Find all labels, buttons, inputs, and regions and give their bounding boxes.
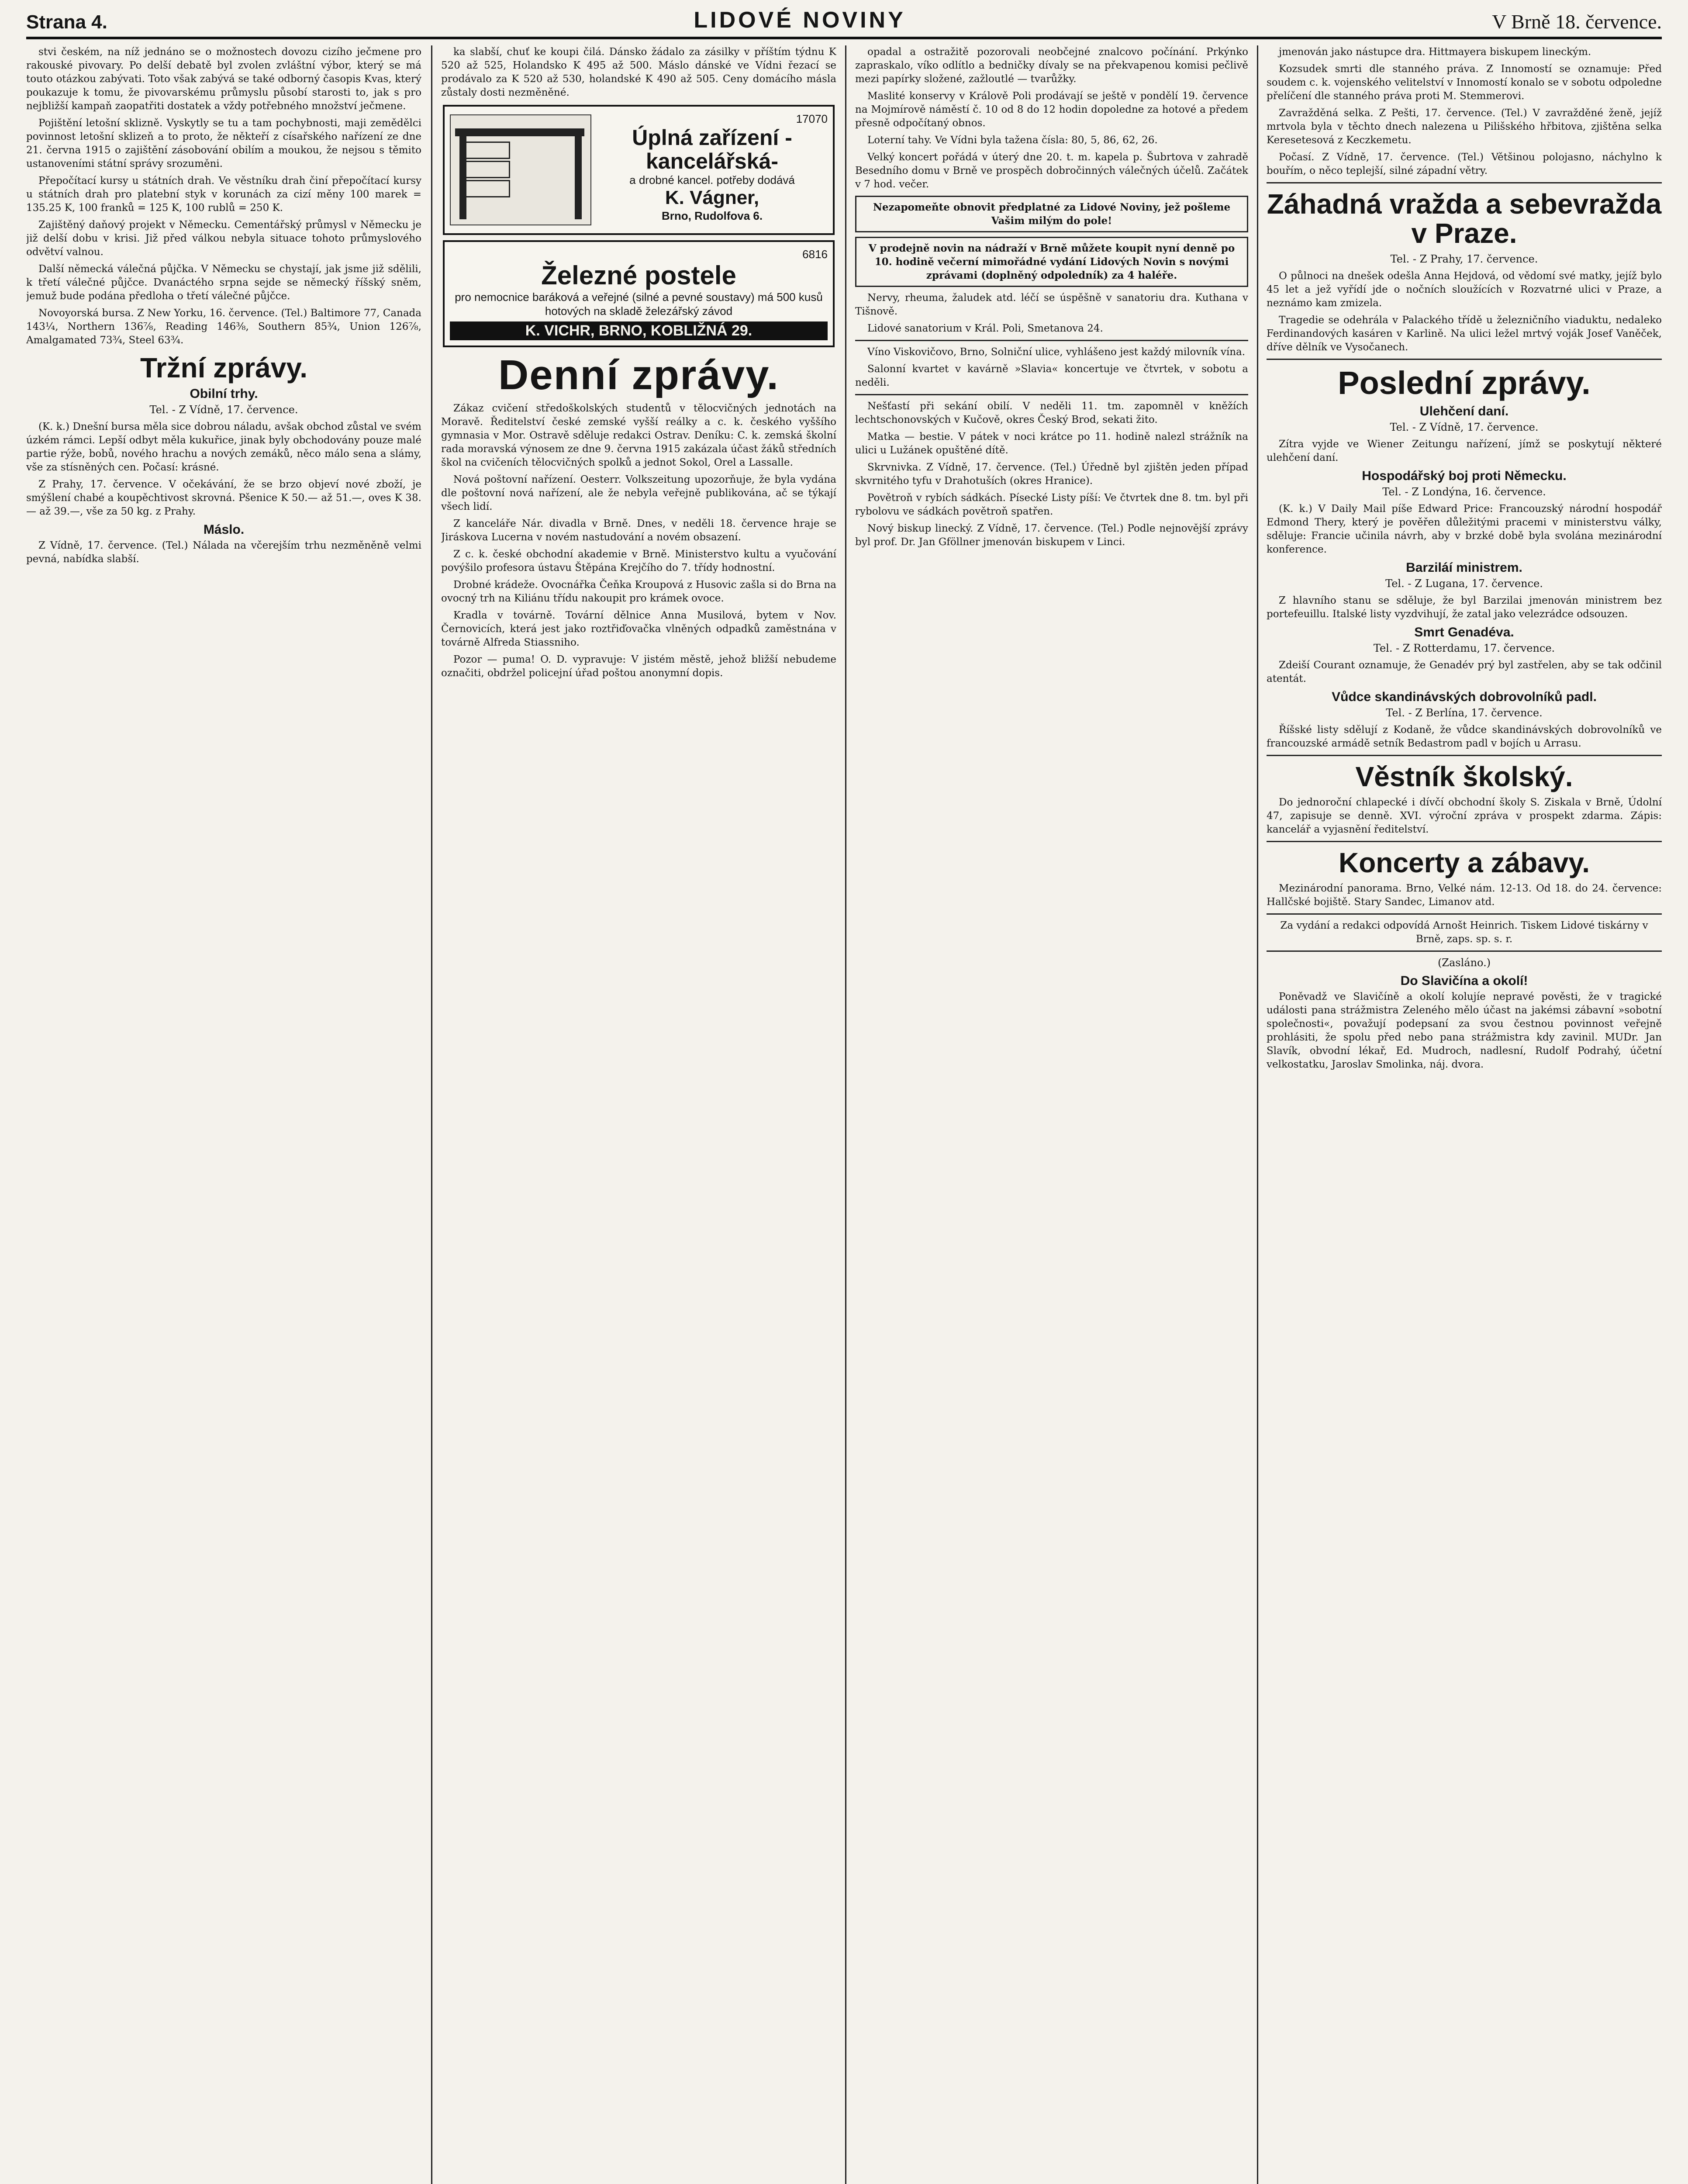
article-text: Z c. k. české obchodní akademie v Brně. Ministerstvo kultu a vyučování povýšilo profesora ústavu Štěpána Krejčího do 7. třídy hodnostní. <box>441 548 836 574</box>
article-text: Zavražděná selka. Z Pešti, 17. července. (Tel.) V zavražděné ženě, jejíž mrtvola byla v těchto dnech nalezena u Pilišského hřbitova, zjištěna selka Keresetesová z Keczkemetu. <box>1267 107 1662 146</box>
section-heading: Záhadná vražda a sebevražda v Praze. <box>1267 188 1662 249</box>
article-text: Nešťastí při sekání obilí. V neděli 11. tm. zapomněl v kněžích lechtschonovských v Kučově, okres Český Brod, sekati žito. <box>855 401 1248 425</box>
article-text: Velký koncert pořádá v úterý dne 20. t. m. kapela p. Šubrtova v zahradě Besedního domu v Brně ve prospěch dobročinných válečných účelů. Začátek v 7 hod. večer. <box>855 152 1248 190</box>
dateline: Tel. - Z Prahy, 17. července. <box>1390 253 1538 266</box>
article-text: Zítra vyjde ve Wiener Zeitungu nařízení, jímž se poskytují některé ulehčení daní. <box>1267 439 1662 464</box>
article-text: (K. k.) Dnešní bursa měla sice dobrou náladu, avšak obchod zůstal ve svém úzkém rámci. Lepší odbyt měla kukuřice, jinak byly obchodovány pouze malé partie rýže, bobů, nového hrachu a nových zemáků, něco málo sena a slámy, vše za stísněných cen. Počasí: krásné. <box>26 421 421 473</box>
column-2 <box>441 45 836 2184</box>
sub-heading: Smrt Genadéva. <box>1414 625 1514 640</box>
article-text: Zajištěný daňový projekt v Německu. Cementářský průmysl v Německu je již delší dobu v krisi. Již před válkou nebyla situace tohoto průmyslového odvětví valnou. <box>26 219 421 258</box>
article-text: Pozor — puma! O. D. vypravuje: V jistém městě, jehož bližší nebudeme označiti, obdržel policejní úřad poštou anonymní dopis. <box>441 653 836 679</box>
article-text: Z kanceláře Nár. divadla v Brně. Dnes, v neděli 18. července hraje se Jiráskova Lucerna v novém nastudování a novém obsazení. <box>441 518 836 543</box>
article-text: ka slabší, chuť ke koupi čilá. Dánsko žádalo za zásilky v příštím týdnu K 520 až 525, Holandsko K 495 až 500. Máslo dánské ve Vídni řezací se prodávalo za K 520 až 530, holandské K 490 až 505. Ceny domácího másla zůstaly dosti nezměněné. <box>441 46 836 98</box>
station-sales-notice: V prodejně novin na nádraží v Brně můžete koupit nyní denně po 10. hodině večerní mimořádné vydání Lidových Novin s novými zprávami (doplněný odpoledník) za 4 haléře. <box>855 237 1248 287</box>
article-text: Další německá válečná půjčka. V Německu se chystají, jak jsme již sdělili, k třetí válečné půjčce. Dvanáctého srpna sejde se německý říšský sněm, jemuž bude podána předloha o třetí válečné půjčce. <box>26 263 421 302</box>
sub-heading: Vůdce skandinávských dobrovolníků padl. <box>1332 690 1597 705</box>
dateline: Tel. - Z Lugana, 17. července. <box>1385 577 1543 590</box>
dateline: Tel. - Z Rotterdamu, 17. července. <box>1373 642 1555 655</box>
article-text: jmenován jako nástupce dra. Hittmayera biskupem lineckým. <box>1279 46 1591 58</box>
issue-date: V Brně 18. července. <box>1492 10 1662 33</box>
article-text: Kradla v továrně. Tovární dělnice Anna Musilová, bytem v Nov. Černovicích, která jest jako roztřiďovačka vlněných odpadků zaměstnána v továrně Alfreda Stiassniho. <box>441 609 836 648</box>
article-text: Lidové sanatorium v Král. Poli, Smetanova 24. <box>867 323 1103 334</box>
divider <box>1267 755 1662 756</box>
dateline: Tel. - Z Berlína, 17. července. <box>1386 707 1543 719</box>
article-text: Nový biskup linecký. Z Vídně, 17. července. (Tel.) Podle nejnovější zprávy byl prof. Dr. Jan Gföllner jmenován biskupem v Linci. <box>855 523 1248 548</box>
advertisement-office-furniture <box>443 105 835 235</box>
divider <box>855 340 1248 341</box>
divider <box>1267 182 1662 183</box>
advertisement-iron-beds <box>443 240 835 347</box>
column-3 <box>855 45 1248 2184</box>
column-rule <box>431 45 432 2184</box>
dateline: Tel. - Z Londýna, 16. července. <box>1382 486 1546 498</box>
ad-title: Úplná zařízení -kancelářská- <box>632 125 792 173</box>
article-text: Salonní kvartet v kavárně »Slavia« koncertuje ve čtvrtek, v sobotu a neděli. <box>855 363 1248 388</box>
sub-heading: Ulehčení daní. <box>1419 404 1509 419</box>
sub-heading: Obilní trhy. <box>190 387 258 401</box>
divider <box>1267 913 1662 915</box>
subscription-notice: Nezapomeňte obnovit předplatné za Lidové Noviny, jež pošleme Vašim milým do pole! <box>855 196 1248 232</box>
column-rule <box>1257 45 1258 2184</box>
divider <box>1267 950 1662 952</box>
page-number: Strana 4. <box>26 11 107 33</box>
desk-illustration <box>450 114 591 225</box>
article-text: Novoyorská bursa. Z New Yorku, 16. července. (Tel.) Baltimore 77, Canada 143¼, Northern 136⅞, Reading 146⅜, Southern 85¾, Union 126⅞, Amalgamated 73¾, Steel 63¾. <box>26 308 421 346</box>
section-heading: Věstník školský. <box>1355 761 1573 793</box>
article-text: Počasí. Z Vídně, 17. července. (Tel.) Většinou polojasno, náchylno k bouřím, o něco teplejší, silné západní větry. <box>1267 152 1662 176</box>
dateline: Tel. - Z Vídně, 17. července. <box>1390 421 1539 434</box>
article-text: Říšské listy sdělují z Kodaně, že vůdce skandinávských dobrovolníků ve francouzské armádě setník Bedastrom padl v bojích u Arrasu. <box>1267 724 1662 750</box>
article-text: Maslité konservy v Králově Poli prodávají se ještě v pondělí 19. července na Mojmírově náměstí č. 10 od 8 do 12 hodin dopoledne za hotové a předem přesně odpočítaný obnos. <box>855 90 1248 129</box>
column-rule <box>845 45 846 2184</box>
article-text: Zdeiší Courant oznamuje, že Genadév prý byl zastřelen, aby se tak odčinil atentát. <box>1267 660 1662 685</box>
article-text: Loterní tahy. Ve Vídni byla tažena čísla: 80, 5, 86, 62, 26. <box>867 135 1158 146</box>
sub-heading: Do Slavičína a okolí! <box>1400 974 1528 988</box>
article-text: Tragedie se odehrála v Palackého třídě u železničního viaduktu, nedaleko Ferdinandových kasáren v Karlině. Na ulici ležel mrtvý voják Josef Vaněček, dříve dělník ve Vysočanech. <box>1267 314 1662 353</box>
article-text: Nervy, rheuma, žaludek atd. léčí se úspěšně v sanatoriu dra. Kuthana v Tišnově. <box>855 292 1248 317</box>
sub-heading: (Zasláno.) <box>1437 957 1491 969</box>
ad-number: 6816 <box>802 248 828 261</box>
column-1 <box>26 45 421 2184</box>
section-heading: Poslední zprávy. <box>1338 365 1591 401</box>
article-text: Povětroň v rybích sádkách. Písecké Listy píší: Ve čtvrtek dne 8. tm. byl při rybolovu ve sádkách povětroň spatřen. <box>855 492 1248 517</box>
divider <box>1267 841 1662 842</box>
dateline: Tel. - Z Vídně, 17. července. <box>149 404 298 416</box>
section-heading: Denní zprávy. <box>498 352 780 398</box>
article-text: Skrvnivka. Z Vídně, 17. července. (Tel.) Úředně byl zjištěn jeden případ skvrnitého tyfu v Drahotuších (okres Hranice). <box>855 462 1248 487</box>
article-text: Poněvadž ve Slavičíně a okolí kolujíe nepravé pověsti, že v tragické události pana strážmistra Zeleného mělo účast na jakémsi zábavní »sobotní společnosti«, považují podepsaní za svou čestnou povinnost veřejně prohlásiti, že spolu před nebo pana strážmistra kdy zavinil. MUDr. Jan Slavík, obvodní lékař, Ed. Mudroch, nadlesní, Rudolf Podrahý, účetní velkostatku, Jaroslav Smolinka, náj. dvora. <box>1267 991 1662 1071</box>
sub-heading: Máslo. <box>203 522 245 537</box>
article-text: Víno Viskovičovo, Brno, Solniční ulice, vyhlášeno jest každý milovník vína. <box>867 346 1246 358</box>
article-text: Z Prahy, 17. července. V očekávání, že se brzo objeví nové zboží, je smýšlení chabé a koupěchtivost skrovná. Pšenice K 50.— až 51.—, oves K 38.— až 39.—, vše za 50 kg. z Prahy. <box>26 479 421 518</box>
ad-address: Brno, Rudolfova 6. <box>661 209 763 222</box>
sub-heading: Barziláí ministrem. <box>1406 560 1522 575</box>
article-text: Pojištění letošní sklizně. Vyskytly se tu a tam pochybnosti, maji zemědělci povinnost letošní sklizeň a to proto, že někteří z císařského nařízení ze dne 21. června 1915 o zajištění zásobování obilím a moukou, že nejsou s těmito ustanoveními státní správy srozuměni. <box>26 117 421 169</box>
ad-company: K. Vágner, <box>665 187 759 208</box>
masthead <box>26 0 1662 39</box>
article-text: Z Vídně, 17. července. (Tel.) Nálada na včerejším trhu nezměněně velmi pevná, nabídka slabší. <box>26 540 421 565</box>
ad-number: 17070 <box>796 112 828 125</box>
newspaper-page <box>26 0 1662 2184</box>
sub-heading: Hospodářský boj proti Německu. <box>1362 469 1567 484</box>
article-text: Nová poštovní nařízení. Oesterr. Volkszeitung upozorňuje, že byla vydána dle poštovní nová nařízení, ale že nebyla veřejně publikována, ač se týkají všech lidí. <box>441 473 836 512</box>
divider <box>1267 359 1662 360</box>
article-text: Mezinárodní panorama. Brno, Velké nám. 12-13. Od 18. do 24. července: Hallčské bojiště. Stary Sandec, Limanov atd. <box>1267 883 1662 908</box>
article-text: Z hlavního stanu se sděluje, že byl Barzilai jmenován ministrem bez portefeuillu. Italské listy vyzdvihují, že zatal jako velezrádce odsouzen. <box>1267 595 1662 620</box>
ad-company: K. VICHR, BRNO, KOBLIŽNÁ 29. <box>450 321 828 340</box>
section-heading: Koncerty a zábavy. <box>1338 847 1590 879</box>
article-text: (K. k.) V Daily Mail píše Edward Price: Francouzský národní hospodář Edmond Thery, který je pověřen důležitými pracemi v ministerstvu války, sděluje: Francie učinila návrh, aby v brzké době byla svolána mezinárodní konference. <box>1267 503 1662 556</box>
article-text: Matka — bestie. V pátek v noci krátce po 11. hodině nalezl strážník na ulici u Lužánek opuštěné dítě. <box>855 431 1248 456</box>
article-text: O půlnoci na dnešek odešla Anna Hejdová, od vědomí své matky, jejíž bylo 45 let a jež vyřídí jde o nočních sloužících v Rozvatrné ulici v Praze, a neznámo kam zmizela. <box>1267 270 1662 309</box>
imprint: Za vydání a redakci odpovídá Arnošt Heinrich. Tiskem Lidové tiskárny v Brně, zaps. sp. s. r. <box>1280 920 1648 945</box>
article-text: Přepočítací kursy u státních drah. Ve věstníku drah činí přepočítací kursy u státních drah pro platební styk v korunách za cizí měny 100 marek = 135.25 K, 100 franků = 125 K, 100 rublů = 250 K. <box>26 175 421 214</box>
article-text: Drobné krádeže. Ovocnářka Čeňka Kroupová z Husovic zašla si do Brna na ovocný trh na Kiliánu třídu nakoupit pro krámek ovoce. <box>441 579 836 604</box>
article-text: Zákaz cvičení středoškolských studentů v tělocvičných jednotách na Moravě. Ředitelství české zemské vyšší reálky a c. k. českého vyššího gymnasia v Mor. Ostravě sděluje redakci Ostrav. Deníku: C. k. zemská školní rada moravská výnosem ze dne 9. června 1915 zakázala účast žáků středních škol na cvičeních tělocvičných spolků a jednot Sokol, Orel a Lassalle. <box>441 402 836 468</box>
article-text: Do jednoroční chlapecké i dívčí obchodní školy S. Ziskala v Brně, Údolní 47, zapisuje se denně. XVI. výroční zpráva v prospekt zdarma. Zápis: kancelář a vyjasnění ředitelství. <box>1267 797 1662 836</box>
ad-text: pro nemocnice baráková a veřejné (silné a pevné soustavy) má 500 kusů hotových na skladě železářský závod <box>455 290 823 318</box>
article-text: opadal a ostražitě pozorovali neobčejné znalcovo počínání. Prkýnko zapraskalo, víko odlítlo a bedničky dívaly se na překvapenou komisi pečlivě mezi papírky složené, zažloutlé — tvarůžky. <box>855 46 1248 85</box>
column-4 <box>1267 45 1662 2184</box>
ad-title: Železné postele <box>541 261 736 290</box>
article-text: Kozsudek smrti dle stanného práva. Z Innomostí se oznamuje: Před soudem c. k. vojenského velitelství v Innomostí konalo se v sobotu odpoledne přelíčení dle stanného práva proti M. Stemmerovi. <box>1267 63 1662 102</box>
columns <box>26 45 1662 2184</box>
ad-text: a drobné kancel. potřeby dodává <box>629 173 795 187</box>
section-heading: Tržní zprávy. <box>140 352 307 384</box>
article-text: stvi českém, na níž jednáno se o možnostech dovozu cizího ječmene pro rakouské pivovary. Po delší debatě byl zvolen zvláštní výbor, který se má touto otázkou zabývati. Toto však zabývá se také odborný časopis Kvas, který poukazuje k tomu, že pivovarskému průmyslu působí starosti to, jak s pro nejbližší kampaň zaopatřiti dostatek a vždy potřebného množství ječmene. <box>26 46 421 112</box>
divider <box>855 394 1248 395</box>
paper-title: LIDOVÉ NOVINY <box>694 7 906 33</box>
